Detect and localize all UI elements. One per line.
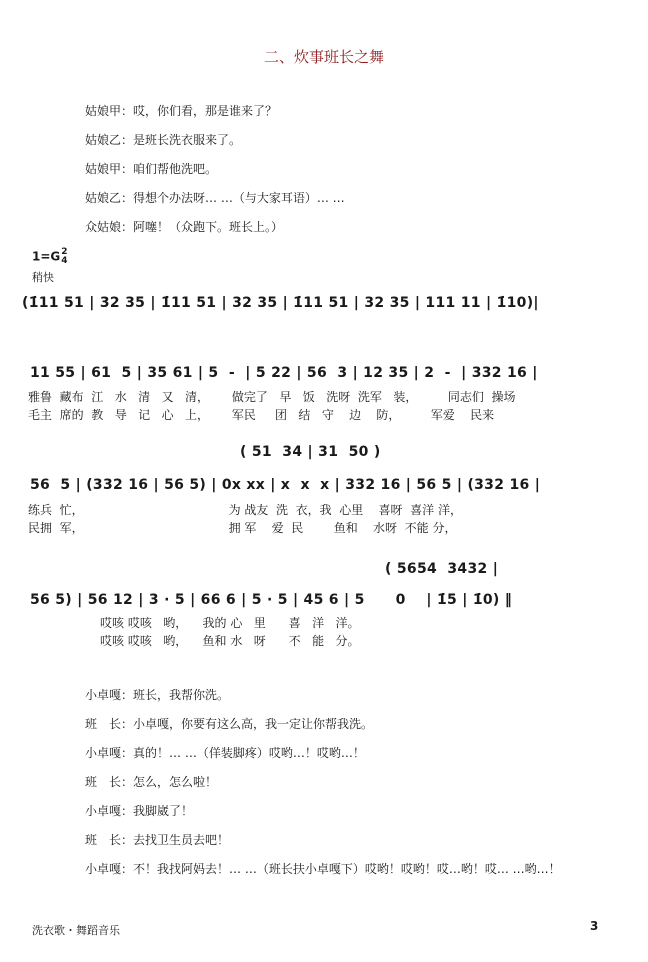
lyric-line: 哎咳 哎咳 哟， 鱼和 水 呀 不 能 分。 (100, 634, 360, 648)
page-number: 3 (590, 919, 599, 933)
score-line-3: 56 5 | (332 16 | 56 5) | 0x xx | x x x | 332 16 | 56 5 | (332 16 | (30, 477, 541, 493)
score-line-3-prefix: ( 51 34 | 31 50 ) (240, 444, 381, 460)
footer-text: 洗衣歌・舞蹈音乐 (32, 924, 120, 937)
dialogue-line: 小卓嘎：真的！… …（佯装脚疼）哎哟…！哎哟…！ (85, 746, 365, 760)
dialogue-line: 班 长：怎么，怎么啦！ (85, 775, 218, 789)
lyric-line: 练兵 忙， 为 战友 洗 衣，我 心里 喜呀 喜洋 洋， (28, 503, 462, 517)
dialogue-line: 班 长：去找卫生员去吧！ (85, 833, 230, 847)
time-sig-bottom: 4 (61, 256, 68, 266)
key-label: 1=G (32, 249, 61, 264)
dialogue-line: 小卓嘎：不！我找阿妈去！… …（班长扶小卓嘎下）哎哟！哎哟！哎…哟！哎… …哟…！ (85, 862, 561, 876)
dialogue-line: 姑娘乙：是班长洗衣服来了。 (85, 133, 242, 147)
score-line-4: 56 5) | 56 12 | 3 · 5 | 66 6 | 5 · 5 | 45 6 | 5 0 | 1̇5 | 1̇0) ‖ (30, 592, 513, 608)
key-signature (32, 248, 68, 266)
lyric-line: 民拥 军， 拥 军 爱 民 鱼和 水呀 不能 分， (28, 521, 457, 535)
time-sig-top: 2 (61, 247, 68, 257)
dialogue-line: 小卓嘎：班长，我帮你洗。 (85, 688, 230, 702)
dialogue-line: 众姑娘：阿噻！（众跑下。班长上。） (85, 220, 284, 234)
score-line-2: 11 55 | 61 5 | 35 61 | 5 - | 5 22 | 56 3 | 12 35 | 2 - | 332 16 | (30, 365, 538, 381)
lyric-line: 哎咳 哎咳 哟， 我的 心 里 喜 洋 洋。 (100, 616, 360, 630)
dialogue-line: 姑娘甲：哎，你们看，那是谁来了？ (85, 104, 278, 118)
score-line-4-prefix: ( 5654 3432 | (385, 561, 499, 577)
page-title: 二、炊事班长之舞 (263, 48, 384, 66)
tempo-marking: 稍快 (32, 271, 54, 284)
lyric-line: 雅鲁 藏布 江 水 清 又 清， 做完了 早 饭 洗呀 洗军 装， 同志们 操场 (28, 390, 516, 404)
score-line-1: (1̇11 51 | 32 35 | 1̇11 51 | 32 35 | 1̇11 51 | 32 35 | 111 11 | 1̇10)| (22, 295, 539, 311)
time-signature (61, 248, 67, 266)
dialogue-line: 班 长：小卓嘎，你要有这么高，我一定让你帮我洗。 (85, 717, 374, 731)
dialogue-line: 小卓嘎：我脚崴了！ (85, 804, 194, 818)
lyric-line: 毛主 席的 教 导 记 心 上， 军民 团 结 守 边 防， 军爱 民来 (28, 408, 495, 422)
dialogue-line: 姑娘甲：咱们帮他洗吧。 (85, 162, 218, 176)
dialogue-line: 姑娘乙：得想个办法呀… …（与大家耳语）… … (85, 191, 345, 205)
